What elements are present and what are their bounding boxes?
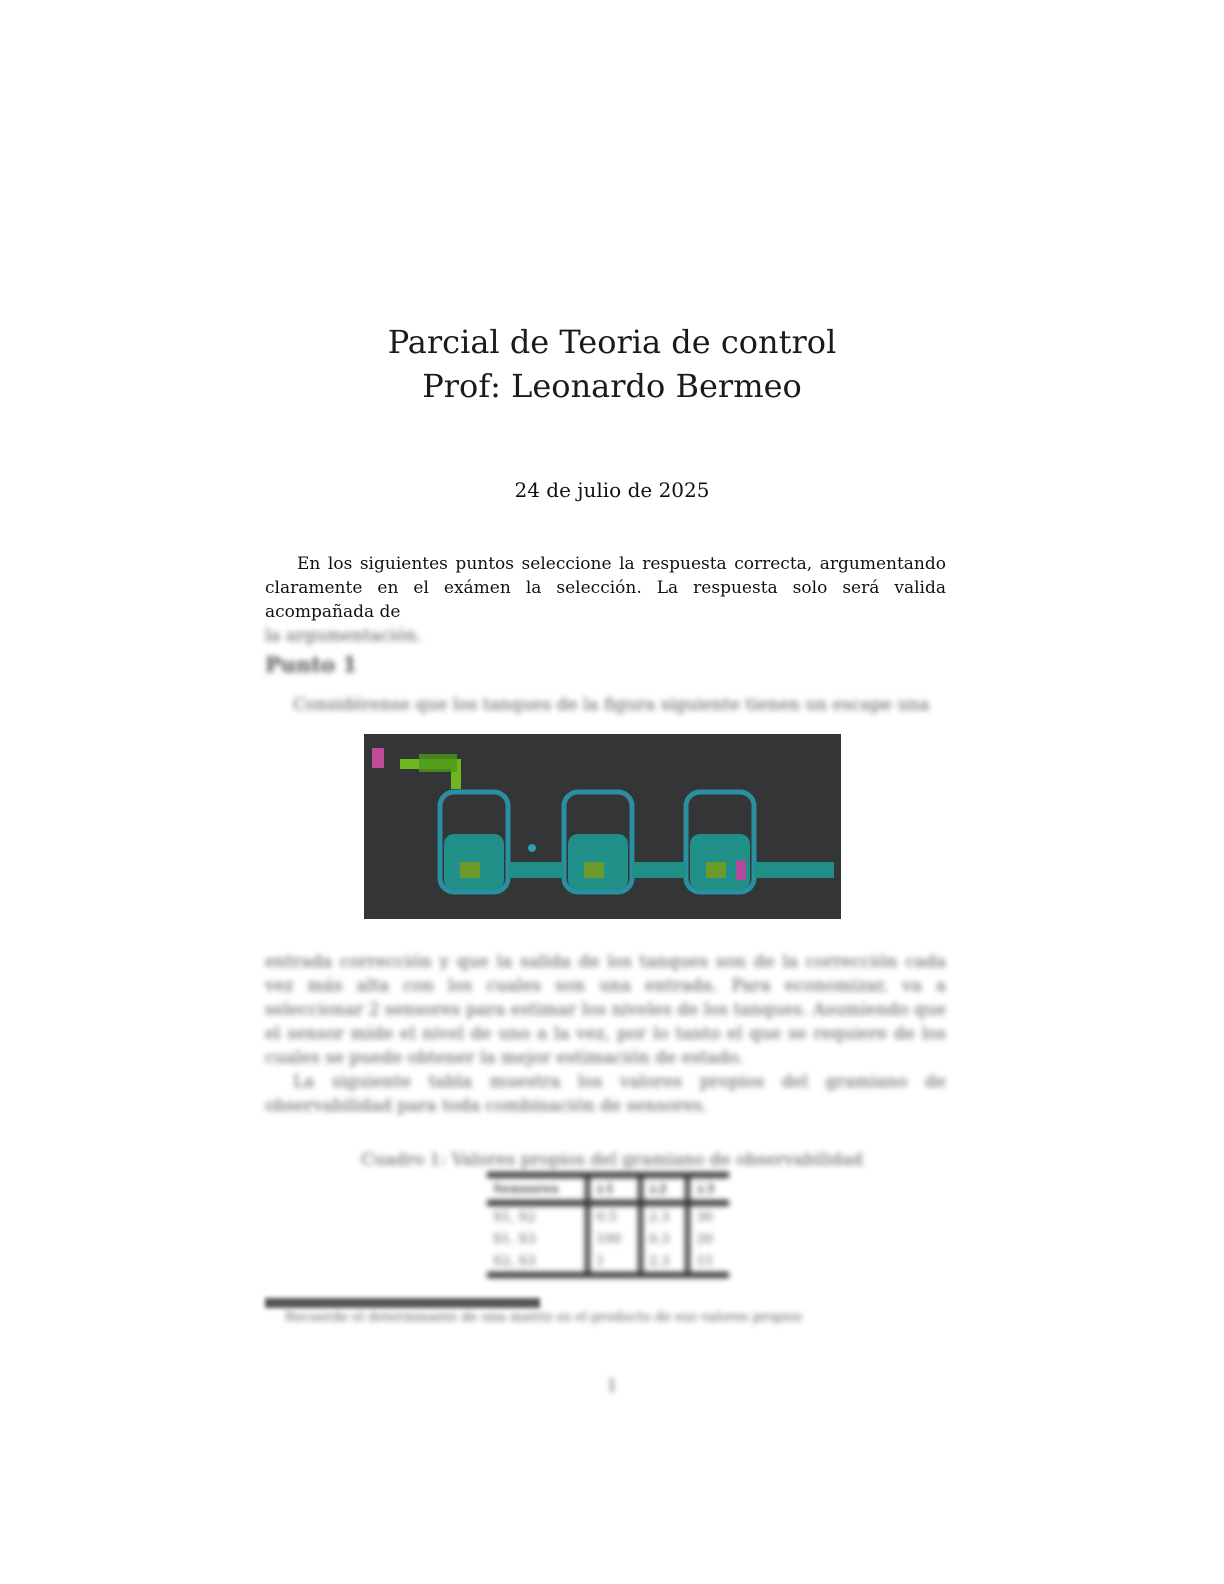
eigenvalue-table — [487, 1172, 729, 1278]
body-text-blurred — [265, 950, 946, 1118]
page-number: 1 — [606, 1376, 618, 1396]
cell: 15 — [688, 1250, 729, 1275]
inflow-valve — [419, 754, 457, 772]
section-lead: Considérense que los tanques de la figura siguiente tienen un escape una — [293, 695, 930, 715]
table-row — [487, 1228, 729, 1250]
tank-2 — [564, 792, 632, 892]
document-date: 24 de julio de 2025 — [514, 478, 710, 502]
marker-left — [372, 748, 384, 768]
footnote: Recuerde el determinante de una matriz es el producto de sus valores propios — [285, 1310, 802, 1325]
body-paragraph-1: entrada corrección y que la salida de los tanques son de la corrección cada vez más alta con los cuales son una entrada. Para economizar, va a seleccionar 2 sensores para estimar los niveles de los tanques. Asumiendo que el sensor mide el nivel de uno a la vez, por lo tanto el que se requiere de los cuales se puede obtener la mejor estimación de estado. — [265, 952, 946, 1068]
cell: S2, S3 — [493, 1253, 536, 1269]
pipe-2-3 — [632, 862, 686, 878]
section-heading: Punto 1 — [265, 652, 357, 677]
intro-text: En los siguientes puntos seleccione la respuesta correcta, argumentando claramente en el exámen la selección. La respuesta solo será valida acompañada de — [265, 554, 946, 622]
cell: 20 — [688, 1228, 729, 1250]
cell: S1, S2 — [493, 1209, 536, 1225]
cell: 100 — [588, 1228, 641, 1250]
table-row — [487, 1203, 729, 1228]
cell: S1, S3 — [493, 1231, 536, 1247]
pipe-1-2 — [508, 862, 564, 878]
cell: 2.3 — [640, 1250, 687, 1275]
table-row — [487, 1250, 729, 1275]
table-caption: Cuadro 1: Valores propios del gramiano de observabilidad — [361, 1150, 863, 1170]
tanks-illustration — [364, 734, 841, 919]
cell: 2.3 — [640, 1203, 687, 1228]
title-line-1: Parcial de Teoria de control — [387, 323, 837, 361]
cell: 0.3 — [640, 1228, 687, 1250]
header-l2: λ2 — [640, 1175, 687, 1203]
intro-text-blurred: la argumentación. — [265, 626, 422, 646]
header-l1: λ1 — [588, 1175, 641, 1203]
footnote-rule — [265, 1298, 540, 1308]
outflow-pipe — [754, 862, 834, 878]
body-paragraph-2: La siguiente tabla muestra los valores propios del gramiano de observabilidad para toda combinación de sensores. — [265, 1072, 946, 1116]
header-l3: λ3 — [688, 1175, 729, 1203]
eigenvalue-table-wrap — [487, 1172, 729, 1278]
marker-right — [736, 860, 746, 880]
cell: 1 — [588, 1250, 641, 1275]
title-line-2: Prof: Leonardo Bermeo — [422, 367, 802, 405]
table-header-row — [487, 1175, 729, 1203]
tank-1 — [440, 792, 508, 892]
header-sensores: Sensores — [493, 1181, 559, 1197]
cell: 0.5 — [588, 1203, 641, 1228]
title-block — [0, 320, 1224, 408]
tanks-figure — [364, 734, 841, 919]
intro-paragraph — [265, 552, 946, 648]
drop — [528, 844, 536, 852]
cell: 30 — [688, 1203, 729, 1228]
